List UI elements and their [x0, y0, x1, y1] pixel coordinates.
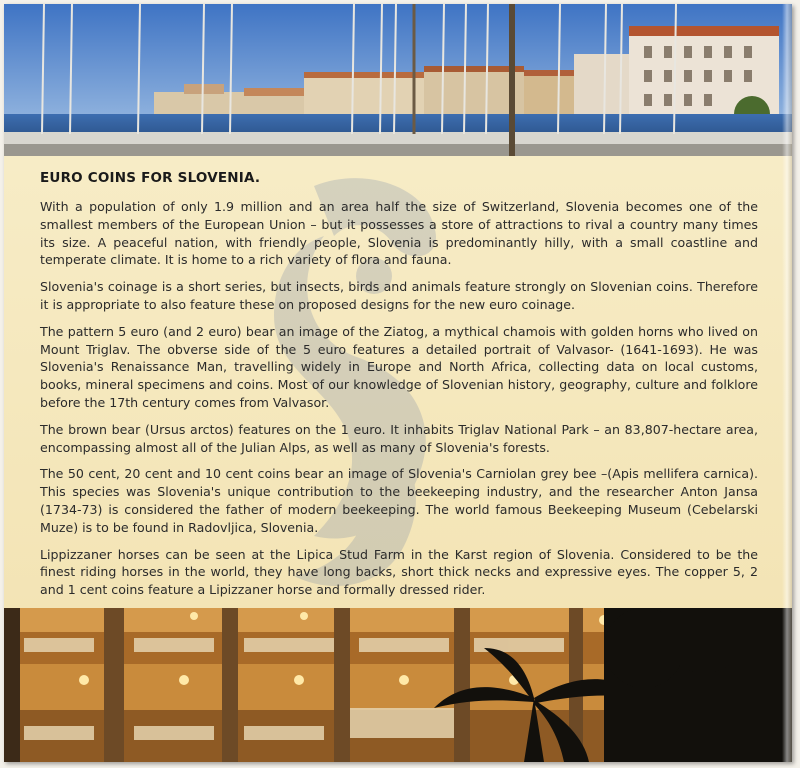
paragraph-lipizzaner: Lippizzaner horses can be seen at the Lipica Stud Farm in the Karst region of Slovenia. Considered to be the finest riding horses in the world, they have long backs, short thick necks and expressive eyes. The copper 5, 2 and 1 cent coins feature a Lipizzaner horse and formally dressed rider. [40, 546, 758, 598]
text-panel [4, 156, 792, 608]
harbor-photo [4, 4, 792, 156]
booklet-page [4, 4, 792, 762]
body-text [40, 198, 758, 608]
paragraph-coinage: Slovenia's coinage is a short series, but insects, birds and animals feature strongly on Slovenian coins. Therefore it is appropriate to also feature these on proposed designs for the new euro coinage. [40, 279, 758, 312]
paragraph-intro: With a population of only 1.9 million and an area half the size of Switzerland, Slovenia becomes one of the smallest members of the European Union – but it possesses a store of attractions to rival a country many times its size. A peaceful nation, with friendly people, Slovenia is predominantly hilly, with a small coastline and temperate climate. It is home to a rich variety of flora and fauna. [40, 199, 758, 268]
paragraph-cent-coins: The 50 cent, 20 cent and 10 cent coins bear an image of Slovenia's Carniolan grey bee –(Apis mellifera carnica). This species was Slovenia's unique contribution to the beekeeping industry, and the researcher Anton Jansa (1734-73) is considered the father of modern beekeeping. The world famous Beekeeping Museum (Cebelarski Muze) is to be found in Radovljica, Slovenia. [40, 466, 758, 535]
page-heading: EURO COINS FOR SLOVENIA. [40, 170, 261, 186]
page-edge [782, 4, 792, 762]
paragraph-5-euro: The pattern 5 euro (and 2 euro) bear an image of the Ziatog, a mythical chamois with golden horns who lived on Mount Triglav. The obverse side of the 5 euro features a detailed portrait of Valvasor- (1641-1693). He was Slovenia's Renaissance Man, travelling widely in Europe and North Africa, collecting data on local customs, books, mineral specimens and coins. Most of our knowledge of Slovenian history, geography, culture and folklore before the 17th century comes from Valvasor. [40, 323, 758, 410]
hotel-night-photo [4, 608, 792, 762]
paragraph-1-euro: The brown bear (Ursus arctos) features on the 1 euro. It inhabits Triglav National Park – an 83,807-hectare area, encompassing almost all of the Julian Alps, as well as many of Slovenia's forests. [40, 421, 758, 455]
